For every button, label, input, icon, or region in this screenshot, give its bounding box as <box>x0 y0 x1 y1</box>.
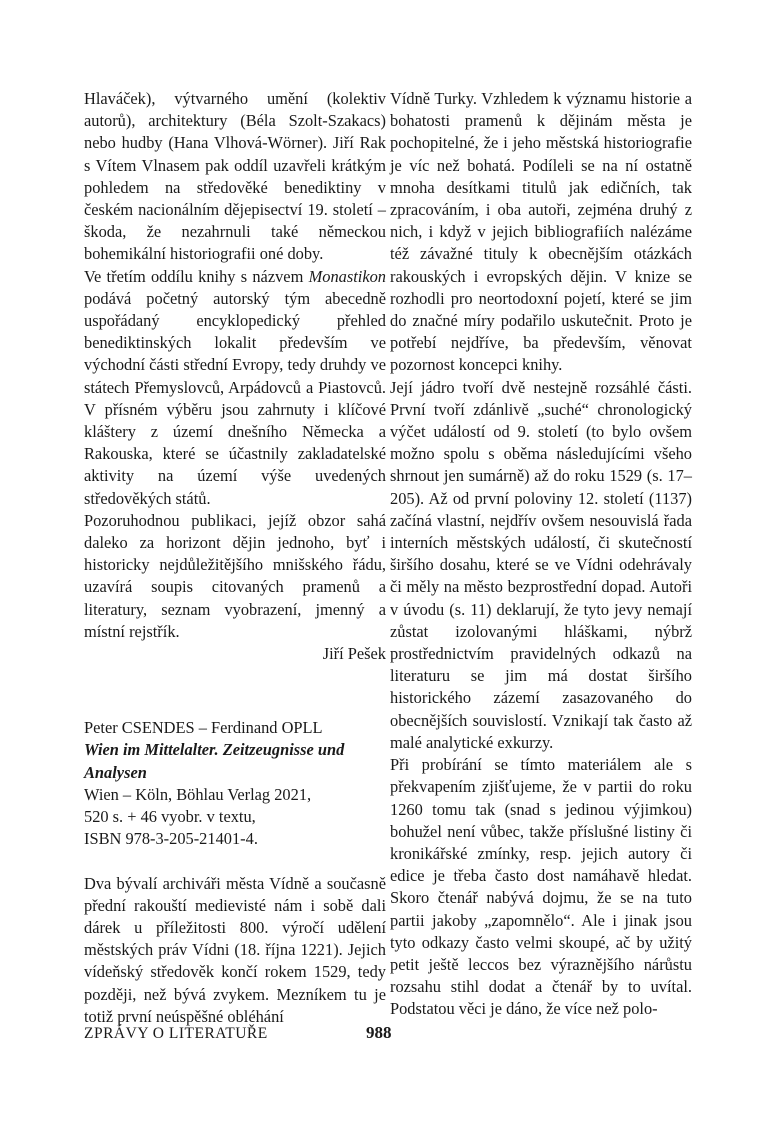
review-book-title: Wien im Mittelalter. Zeitzeugnisse und Analysen <box>84 740 345 782</box>
paragraph: Pozoruhodnou publikaci, jejíž obzor sahá daleko za horizont dějin jednoho, byť i historicky nejdůležitějšího mnišského řádu, uzavírá soupis citovaných pramenů a literatury, seznam vyobrazení, jmenný a místní rejstřík. <box>84 510 386 641</box>
page-number: 988 <box>366 1023 392 1042</box>
review-isbn: ISBN 978-3-205-21401-4. <box>84 829 258 849</box>
right-column <box>390 88 692 1021</box>
text-run: podává početný autorský tým abecedně uspořádaný encyklopedický přehled benediktinských lokalit především ve východní části střední Evropy, tedy druhdy ve státech Přemyslovců, Arpádovců a Piastovců. V přísném výběru jsou zahrnuty i klíčové kláštery z území dnešního Německa a Rakouska, které se účastnily zakladatelské aktivity na území výše uvedených středověkých států. <box>84 288 386 508</box>
paragraph: Při probírání se tímto materiálem ale s překvapením zjišťujeme, že v partii do roku 1260 tomu tak (snad s jedinou výjimkou) bohužel není vůbec, takže příslušné listiny či kronikářské zmínky, resp. jejich autory či edice je třeba často dost namáhavě hledat. Skoro čtenář nabývá dojmu, že se na tuto partii jakoby „zapomnělo“. Ale i jinak jsou tyto odkazy často velmi skoupé, ač by užitý petit ještě leccos bez výraznějšího nárůstu rozsahu stihl dodat a čtenář by to uvítal. Podstatou věci je dáno, že více než polo- <box>390 755 692 1019</box>
review-pages: 520 s. + 46 vyobr. v textu, <box>84 807 256 827</box>
monastikon-paragraph <box>84 266 386 510</box>
left-column <box>84 88 386 1028</box>
text-run: Ve třetím oddílu knihy s názvem <box>84 266 309 286</box>
reviewer-signature: Jiří Pešek <box>322 644 386 664</box>
italic-title: Monastikon <box>308 266 386 286</box>
paragraph: Vídně Turky. Vzhledem k významu historie a bohatosti pramenů k dějinám města je pochopitelné, že i jeho městská historiografie je víc než bohatá. Podíleli se na ní ostatně mnoha desítkami titulů jak edičních, tak zpracováním, i oba autoři, zejména druhý z nich, i když v jejich bibliografiích nalézáme též závažné tituly k obecnějším otázkách rakouských i evropských dějin. V knize se rozhodli pro neortodoxní pojetí, které se jim do značné míry podařilo uskutečnit. Proto je potřebí nejdříve, ba především, věnovat pozornost koncepci knihy. <box>390 89 692 375</box>
review-citation <box>84 717 386 850</box>
review-body <box>84 873 386 1028</box>
paragraph: Dva bývalí archiváři města Vídně a současně přední rakouští medievisté nám i sobě dali dárek u příležitosti 800. výročí udělení městských práv Vídni (18. října 1221). Jejich vídeňský středověk končí rokem 1529, tedy později, než bývá zvykem. Mezníkem tu je totiž první neúspěšné obléhání <box>84 873 386 1026</box>
review-publisher: Wien – Köln, Böhlau Verlag 2021, <box>84 784 312 804</box>
paragraph: Hlaváček), výtvarného umění (kolektiv autorů), architektury (Béla Szolt-Szakacs) nebo hudby (Hana Vlhová-Wörner). Jiří Rak s Vítem Vlnasem pak oddíl uzavřeli krátkým pohledem na středověké benediktiny v českém nacionálním dějepisectví 19. století – škoda, že nezahrnuli také německou bohemikální historiografii oné doby. <box>84 89 386 264</box>
review-authors: Peter CSENDES – Ferdinand OPLL <box>84 718 323 738</box>
paragraph: Její jádro tvoří dvě nestejně rozsáhlé části. První tvoří zdánlivě „suché“ chronologický výčet událostí od 9. století (to bylo ovšem možno spolu s oběma následujícími všeho shrnout jen sumárně) až do roku 1529 (s. 17–205). Až od první poloviny 12. století (1137) začíná vlastní, nejdřív ovšem nesouvislá řada interních městských událostí, či skutečností širšího dosahu, které se ve Vídni odehrávaly či měly na město bezprostřední dopad. Autoři v úvodu (s. 11) deklarují, že tyto jevy nemají zůstat izolovanými hláškami, nýbrž prostřednictvím pravidelných odkazů na literaturu se jim má dostat širšího historického zázemí zasazovaného do obecnějších souvislostí. Vznikají tak často až malé analytické exkurzy. <box>390 377 692 752</box>
running-title: ZPRÁVY O LITERATUŘE <box>84 1025 268 1042</box>
